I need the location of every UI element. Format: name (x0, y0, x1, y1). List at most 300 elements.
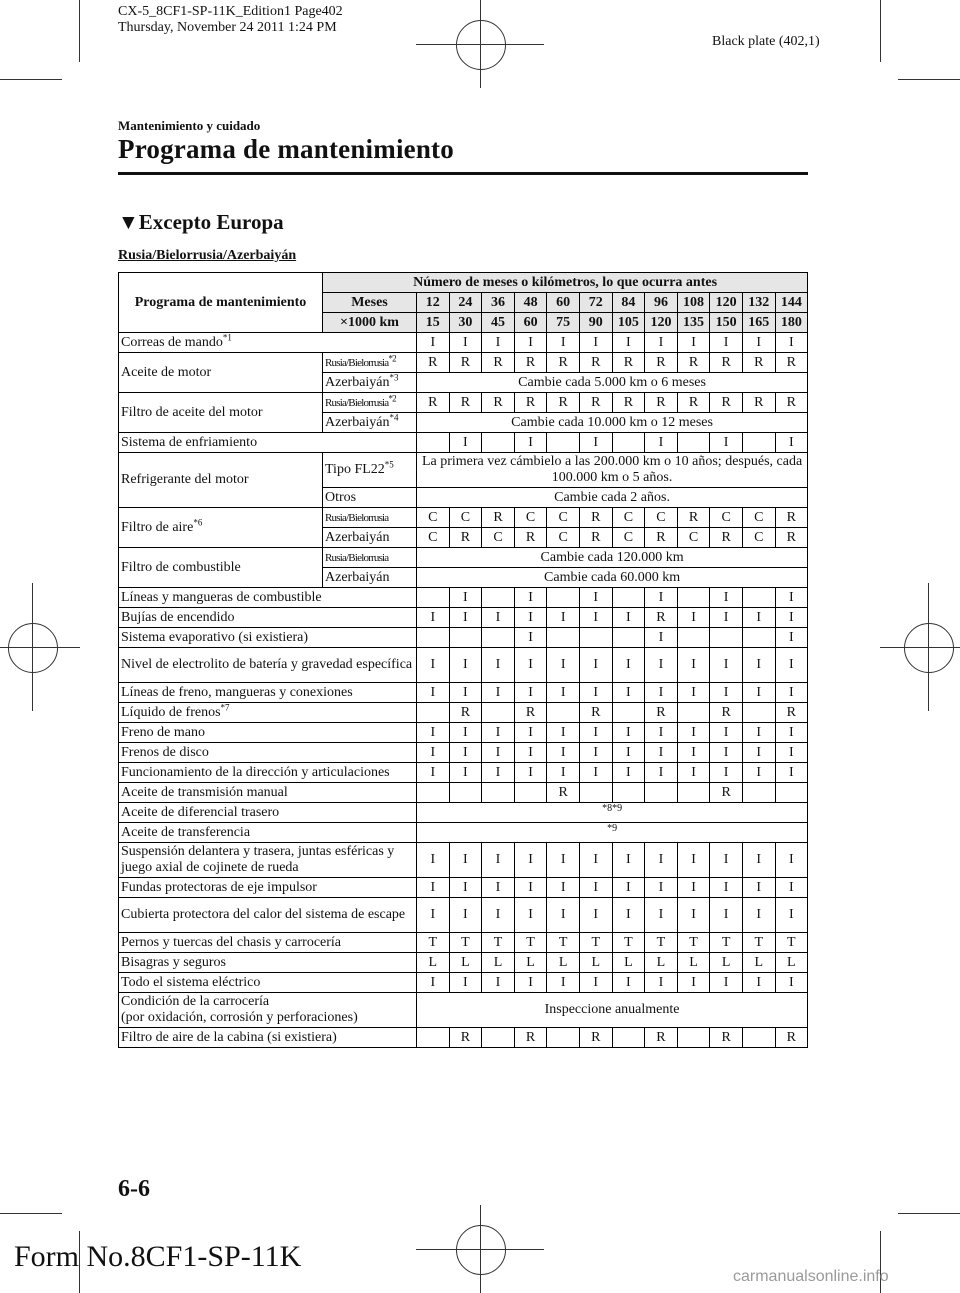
interval-cell: I (514, 433, 547, 453)
cell-label: Sistema evaporativo (si existiera) (121, 629, 308, 645)
interval-cell: T (579, 933, 612, 953)
table-row (119, 588, 808, 608)
interval-cell: I (514, 608, 547, 628)
month-header: 36 (482, 293, 515, 313)
cell-label: Cubierta protectora del calor del sistema de escape (121, 907, 406, 922)
interval-cell (482, 783, 515, 803)
interval-cell: R (547, 783, 580, 803)
interval-cell (742, 703, 775, 723)
cell-label: Azerbaiyán (325, 569, 390, 585)
item-label (119, 843, 417, 878)
interval-cell: I (612, 763, 645, 783)
table-row (119, 353, 808, 373)
interval-cell: I (645, 588, 678, 608)
interval-cell: I (742, 608, 775, 628)
item-label (119, 683, 417, 703)
item-label (119, 588, 417, 608)
interval-cell: I (547, 648, 580, 683)
interval-cell: C (612, 528, 645, 548)
cell-label: Frenos de disco (121, 744, 209, 760)
interval-cell: I (449, 898, 482, 933)
table-row (119, 953, 808, 973)
interval-cell: I (710, 878, 743, 898)
interval-cell: I (710, 723, 743, 743)
interval-cell: I (612, 723, 645, 743)
cell-label: Pernos y tuercas del chasis y carrocería (121, 934, 342, 950)
interval-cell: I (449, 433, 482, 453)
item-label (119, 803, 417, 823)
interval-cell: I (645, 333, 678, 353)
interval-cell (547, 703, 580, 723)
interval-cell: I (547, 683, 580, 703)
interval-cell (417, 1028, 450, 1048)
km-header: 120 (645, 313, 678, 333)
interval-cell: L (710, 953, 743, 973)
maintenance-schedule-table (118, 272, 808, 1048)
interval-cell: I (775, 878, 808, 898)
interval-cell (417, 588, 450, 608)
table-row (119, 433, 808, 453)
interval-cell: I (710, 843, 743, 878)
interval-cell: I (775, 648, 808, 683)
interval-cell: I (417, 648, 450, 683)
interval-cell: I (677, 723, 710, 743)
months-label: Meses (323, 293, 417, 313)
km-header: 30 (449, 313, 482, 333)
interval-cell: R (775, 703, 808, 723)
interval-cell: I (742, 898, 775, 933)
interval-cell: I (775, 608, 808, 628)
interval-cell (579, 783, 612, 803)
cell-label: Suspensión delantera y trasera, juntas esféricas y juego axial de cojinete de rueda (121, 844, 395, 875)
item-label (119, 823, 417, 843)
interval-cell: I (742, 973, 775, 993)
interval-cell: I (710, 648, 743, 683)
interval-cell: I (514, 333, 547, 353)
variant-label (323, 548, 417, 568)
interval-cell: I (579, 723, 612, 743)
interval-cell (677, 1028, 710, 1048)
interval-cell: I (677, 648, 710, 683)
item-label (119, 763, 417, 783)
km-header: 150 (710, 313, 743, 333)
interval-cell: I (677, 333, 710, 353)
interval-cell (449, 628, 482, 648)
interval-cell: R (710, 1028, 743, 1048)
interval-cell: I (677, 973, 710, 993)
interval-cell: R (579, 393, 612, 413)
month-header: 72 (579, 293, 612, 313)
cell-label: Nivel de electrolito de batería y gravedad específica (121, 657, 413, 672)
interval-cell: R (417, 393, 450, 413)
item-label (119, 1028, 417, 1048)
interval-text: Cambie cada 2 años. (417, 488, 808, 508)
interval-cell: L (482, 953, 515, 973)
interval-cell: L (547, 953, 580, 973)
interval-cell: I (417, 333, 450, 353)
interval-cell (612, 588, 645, 608)
footnote-ref: *6 (193, 516, 203, 527)
interval-cell: T (547, 933, 580, 953)
interval-cell: I (482, 973, 515, 993)
interval-cell: R (710, 783, 743, 803)
interval-cell: I (645, 973, 678, 993)
interval-cell: I (775, 973, 808, 993)
interval-cell: T (482, 933, 515, 953)
interval-cell (742, 1028, 775, 1048)
interval-cell: L (449, 953, 482, 973)
interval-cell (612, 628, 645, 648)
interval-cell: L (645, 953, 678, 973)
interval-cell: I (514, 723, 547, 743)
interval-cell: I (579, 648, 612, 683)
interval-cell (579, 628, 612, 648)
interval-cell: I (612, 333, 645, 353)
interval-cell: I (579, 898, 612, 933)
interval-cell: R (645, 393, 678, 413)
cell-label: Aceite de motor (121, 364, 212, 380)
cell-label: Filtro de aire de la cabina (si existiera) (121, 1029, 337, 1045)
interval-cell: R (579, 1028, 612, 1048)
interval-cell: I (612, 648, 645, 683)
month-header: 96 (645, 293, 678, 313)
interval-cell: I (449, 763, 482, 783)
interval-cell (677, 433, 710, 453)
interval-cell (677, 703, 710, 723)
item-label (119, 393, 323, 433)
interval-cell: I (579, 763, 612, 783)
cell-label: Aceite de diferencial trasero (121, 804, 280, 820)
cell-label: Rusia/Bielorrusia (325, 356, 389, 369)
interval-cell: R (710, 528, 743, 548)
interval-cell: I (775, 763, 808, 783)
interval-cell (645, 783, 678, 803)
interval-cell: R (547, 393, 580, 413)
interval-cell: L (417, 953, 450, 973)
interval-cell (742, 433, 775, 453)
month-header: 84 (612, 293, 645, 313)
interval-cell: I (742, 763, 775, 783)
cell-label: Líquido de frenos (121, 704, 221, 720)
cell-label: Bujías de encendido (121, 609, 235, 625)
interval-cell: I (579, 878, 612, 898)
cell-label: Azerbaiyán (325, 374, 390, 390)
interval-cell: C (742, 528, 775, 548)
month-header: 24 (449, 293, 482, 313)
cell-label: Freno de mano (121, 724, 205, 740)
title-rule (118, 172, 808, 175)
interval-cell (742, 588, 775, 608)
km-header: 180 (775, 313, 808, 333)
interval-cell: R (514, 528, 547, 548)
header-row (119, 273, 808, 293)
interval-cell: T (514, 933, 547, 953)
interval-cell: I (417, 843, 450, 878)
interval-cell: I (645, 878, 678, 898)
month-header: 120 (710, 293, 743, 313)
interval-cell: I (417, 683, 450, 703)
interval-cell (547, 588, 580, 608)
interval-cell: C (449, 508, 482, 528)
interval-cell: I (710, 973, 743, 993)
interval-cell: I (514, 743, 547, 763)
interval-cell: I (645, 433, 678, 453)
table-row (119, 548, 808, 568)
interval-cell: T (612, 933, 645, 953)
corner-header: Programa de mantenimiento (119, 273, 323, 333)
interval-cell: I (417, 723, 450, 743)
interval-cell: R (775, 393, 808, 413)
cell-label: Rusia/Bielorrusia (325, 551, 389, 564)
interval-cell: L (775, 953, 808, 973)
footnote-ref: *5 (384, 459, 394, 470)
interval-cell (482, 433, 515, 453)
table-row (119, 393, 808, 413)
interval-text: Inspeccione anualmente (417, 993, 808, 1028)
table-row (119, 683, 808, 703)
interval-cell: I (514, 628, 547, 648)
cell-label: Correas de mando (121, 334, 223, 350)
interval-cell: T (742, 933, 775, 953)
interval-cell: I (449, 648, 482, 683)
interval-cell: I (449, 683, 482, 703)
interval-cell: I (482, 648, 515, 683)
interval-cell: R (579, 528, 612, 548)
form-number: Form No.8CF1-SP-11K (14, 1240, 302, 1273)
cell-label: Bisagras y seguros (121, 954, 226, 970)
item-label (119, 453, 323, 508)
interval-cell: I (449, 973, 482, 993)
interval-cell (547, 433, 580, 453)
interval-cell: I (775, 743, 808, 763)
interval-cell: I (742, 843, 775, 878)
interval-cell: L (579, 953, 612, 973)
interval-cell: I (514, 843, 547, 878)
interval-cell: R (677, 353, 710, 373)
interval-cell: I (775, 843, 808, 878)
interval-cell: I (482, 723, 515, 743)
interval-cell (612, 433, 645, 453)
section-label: Mantenimiento y cuidado (118, 118, 261, 133)
interval-cell: I (482, 683, 515, 703)
interval-cell: I (579, 333, 612, 353)
table-row (119, 628, 808, 648)
interval-cell: T (417, 933, 450, 953)
cell-label: Funcionamiento de la dirección y articulaciones (121, 764, 390, 780)
interval-cell: R (710, 393, 743, 413)
variant-label (323, 393, 417, 413)
interval-cell: I (612, 608, 645, 628)
interval-cell: I (547, 743, 580, 763)
interval-cell: R (645, 353, 678, 373)
interval-cell: R (742, 393, 775, 413)
interval-cell: R (775, 353, 808, 373)
interval-cell: I (645, 628, 678, 648)
cell-label: Líneas de freno, mangueras y conexiones (121, 684, 353, 700)
cell-label: Todo el sistema eléctrico (121, 974, 261, 990)
variant-label (323, 528, 417, 548)
interval-cell (482, 588, 515, 608)
table-row (119, 608, 808, 628)
table-row (119, 508, 808, 528)
table-row (119, 333, 808, 353)
plate-label: Black plate (402,1) (712, 34, 820, 49)
interval-cell: I (612, 743, 645, 763)
interval-text: Cambie cada 120.000 km (417, 548, 808, 568)
interval-cell: R (514, 1028, 547, 1048)
interval-cell: I (612, 683, 645, 703)
interval-cell: I (645, 898, 678, 933)
interval-cell: C (417, 528, 450, 548)
interval-cell: R (449, 528, 482, 548)
interval-cell (677, 628, 710, 648)
interval-cell: I (742, 878, 775, 898)
interval-cell: C (547, 528, 580, 548)
km-header: 90 (579, 313, 612, 333)
interval-cell: R (482, 508, 515, 528)
table-row (119, 973, 808, 993)
interval-text: Cambie cada 5.000 km o 6 meses (417, 373, 808, 393)
interval-cell: R (775, 508, 808, 528)
cell-label: Aceite de transmisión manual (121, 784, 288, 800)
interval-cell: R (482, 393, 515, 413)
item-label (119, 973, 417, 993)
interval-cell: I (710, 333, 743, 353)
interval-cell: I (612, 843, 645, 878)
item-label (119, 743, 417, 763)
interval-cell: I (514, 973, 547, 993)
interval-cell: I (775, 433, 808, 453)
item-label (119, 878, 417, 898)
table-row (119, 648, 808, 683)
interval-cell: I (677, 843, 710, 878)
month-header: 60 (547, 293, 580, 313)
interval-cell: I (482, 608, 515, 628)
interval-cell: C (645, 508, 678, 528)
interval-cell: I (514, 898, 547, 933)
interval-cell: I (547, 898, 580, 933)
interval-cell: C (742, 508, 775, 528)
table-row (119, 993, 808, 1028)
cell-label: Condición de la carrocería (por oxidación, corrosión y perforaciones) (121, 994, 358, 1025)
item-label (119, 723, 417, 743)
interval-cell: I (417, 898, 450, 933)
interval-cell: I (645, 763, 678, 783)
table-row (119, 703, 808, 723)
month-header: 12 (417, 293, 450, 313)
interval-cell: I (579, 973, 612, 993)
footnote-ref: *4 (389, 412, 399, 422)
cell-label: Rusia/Bielorrusia (325, 511, 389, 524)
interval-cell (677, 783, 710, 803)
interval-cell: I (449, 333, 482, 353)
interval-cell: I (710, 683, 743, 703)
cell-label: Azerbaiyán (325, 414, 390, 430)
interval-cell: C (482, 528, 515, 548)
interval-cell: I (449, 608, 482, 628)
km-header: 165 (742, 313, 775, 333)
interval-cell (482, 628, 515, 648)
km-header: 45 (482, 313, 515, 333)
interval-cell: I (514, 683, 547, 703)
interval-cell (677, 588, 710, 608)
item-label (119, 953, 417, 973)
item-label (119, 333, 417, 353)
km-header: 105 (612, 313, 645, 333)
interval-cell: R (482, 353, 515, 373)
interval-cell: I (514, 648, 547, 683)
item-label (119, 933, 417, 953)
interval-cell: C (677, 528, 710, 548)
cell-label: Tipo FL22 (325, 462, 385, 477)
interval-cell (514, 783, 547, 803)
item-label (119, 898, 417, 933)
interval-cell: T (449, 933, 482, 953)
interval-cell: I (775, 588, 808, 608)
month-header: 144 (775, 293, 808, 313)
table-row (119, 763, 808, 783)
interval-cell: I (482, 743, 515, 763)
interval-cell: I (579, 433, 612, 453)
footnote-ref: *1 (222, 332, 232, 342)
interval-cell: I (612, 898, 645, 933)
interval-cell: R (710, 353, 743, 373)
cell-label: Líneas y mangueras de combustible (121, 589, 322, 605)
cell-label: Refrigerante del motor (121, 472, 249, 487)
interval-cell (417, 783, 450, 803)
region-heading: Rusia/Bielorrusia/Azerbaiyán (118, 248, 297, 263)
page-title: Programa de mantenimiento (118, 134, 454, 164)
variant-label (323, 488, 417, 508)
interval-cell: I (482, 763, 515, 783)
interval-text: *9 (417, 823, 808, 843)
interval-cell: R (645, 703, 678, 723)
interval-cell (742, 783, 775, 803)
interval-cell: I (775, 683, 808, 703)
interval-cell (775, 783, 808, 803)
interval-cell: R (514, 353, 547, 373)
interval-cell: R (449, 353, 482, 373)
interval-cell: I (645, 843, 678, 878)
table-row (119, 823, 808, 843)
interval-cell: T (645, 933, 678, 953)
interval-cell: C (547, 508, 580, 528)
interval-cell: C (417, 508, 450, 528)
interval-cell: I (547, 333, 580, 353)
cell-label: Sistema de enfriamiento (121, 434, 258, 450)
interval-cell: I (449, 723, 482, 743)
interval-cell (417, 433, 450, 453)
interval-cell: I (742, 648, 775, 683)
cell-label: Filtro de combustible (121, 559, 241, 575)
interval-cell: I (449, 588, 482, 608)
interval-cell: R (547, 353, 580, 373)
interval-cell: I (710, 743, 743, 763)
interval-text: La primera vez cámbielo a las 200.000 km o 10 años; después, cada 100.000 km o 5 años. (417, 453, 808, 488)
item-label (119, 648, 417, 683)
interval-cell: I (710, 763, 743, 783)
interval-cell: C (514, 508, 547, 528)
interval-cell: I (677, 878, 710, 898)
interval-cell: R (449, 703, 482, 723)
interval-cell: I (449, 743, 482, 763)
table-row (119, 803, 808, 823)
interval-cell: I (710, 608, 743, 628)
interval-cell: I (775, 628, 808, 648)
interval-cell: T (710, 933, 743, 953)
interval-cell: I (579, 843, 612, 878)
interval-cell: I (482, 878, 515, 898)
